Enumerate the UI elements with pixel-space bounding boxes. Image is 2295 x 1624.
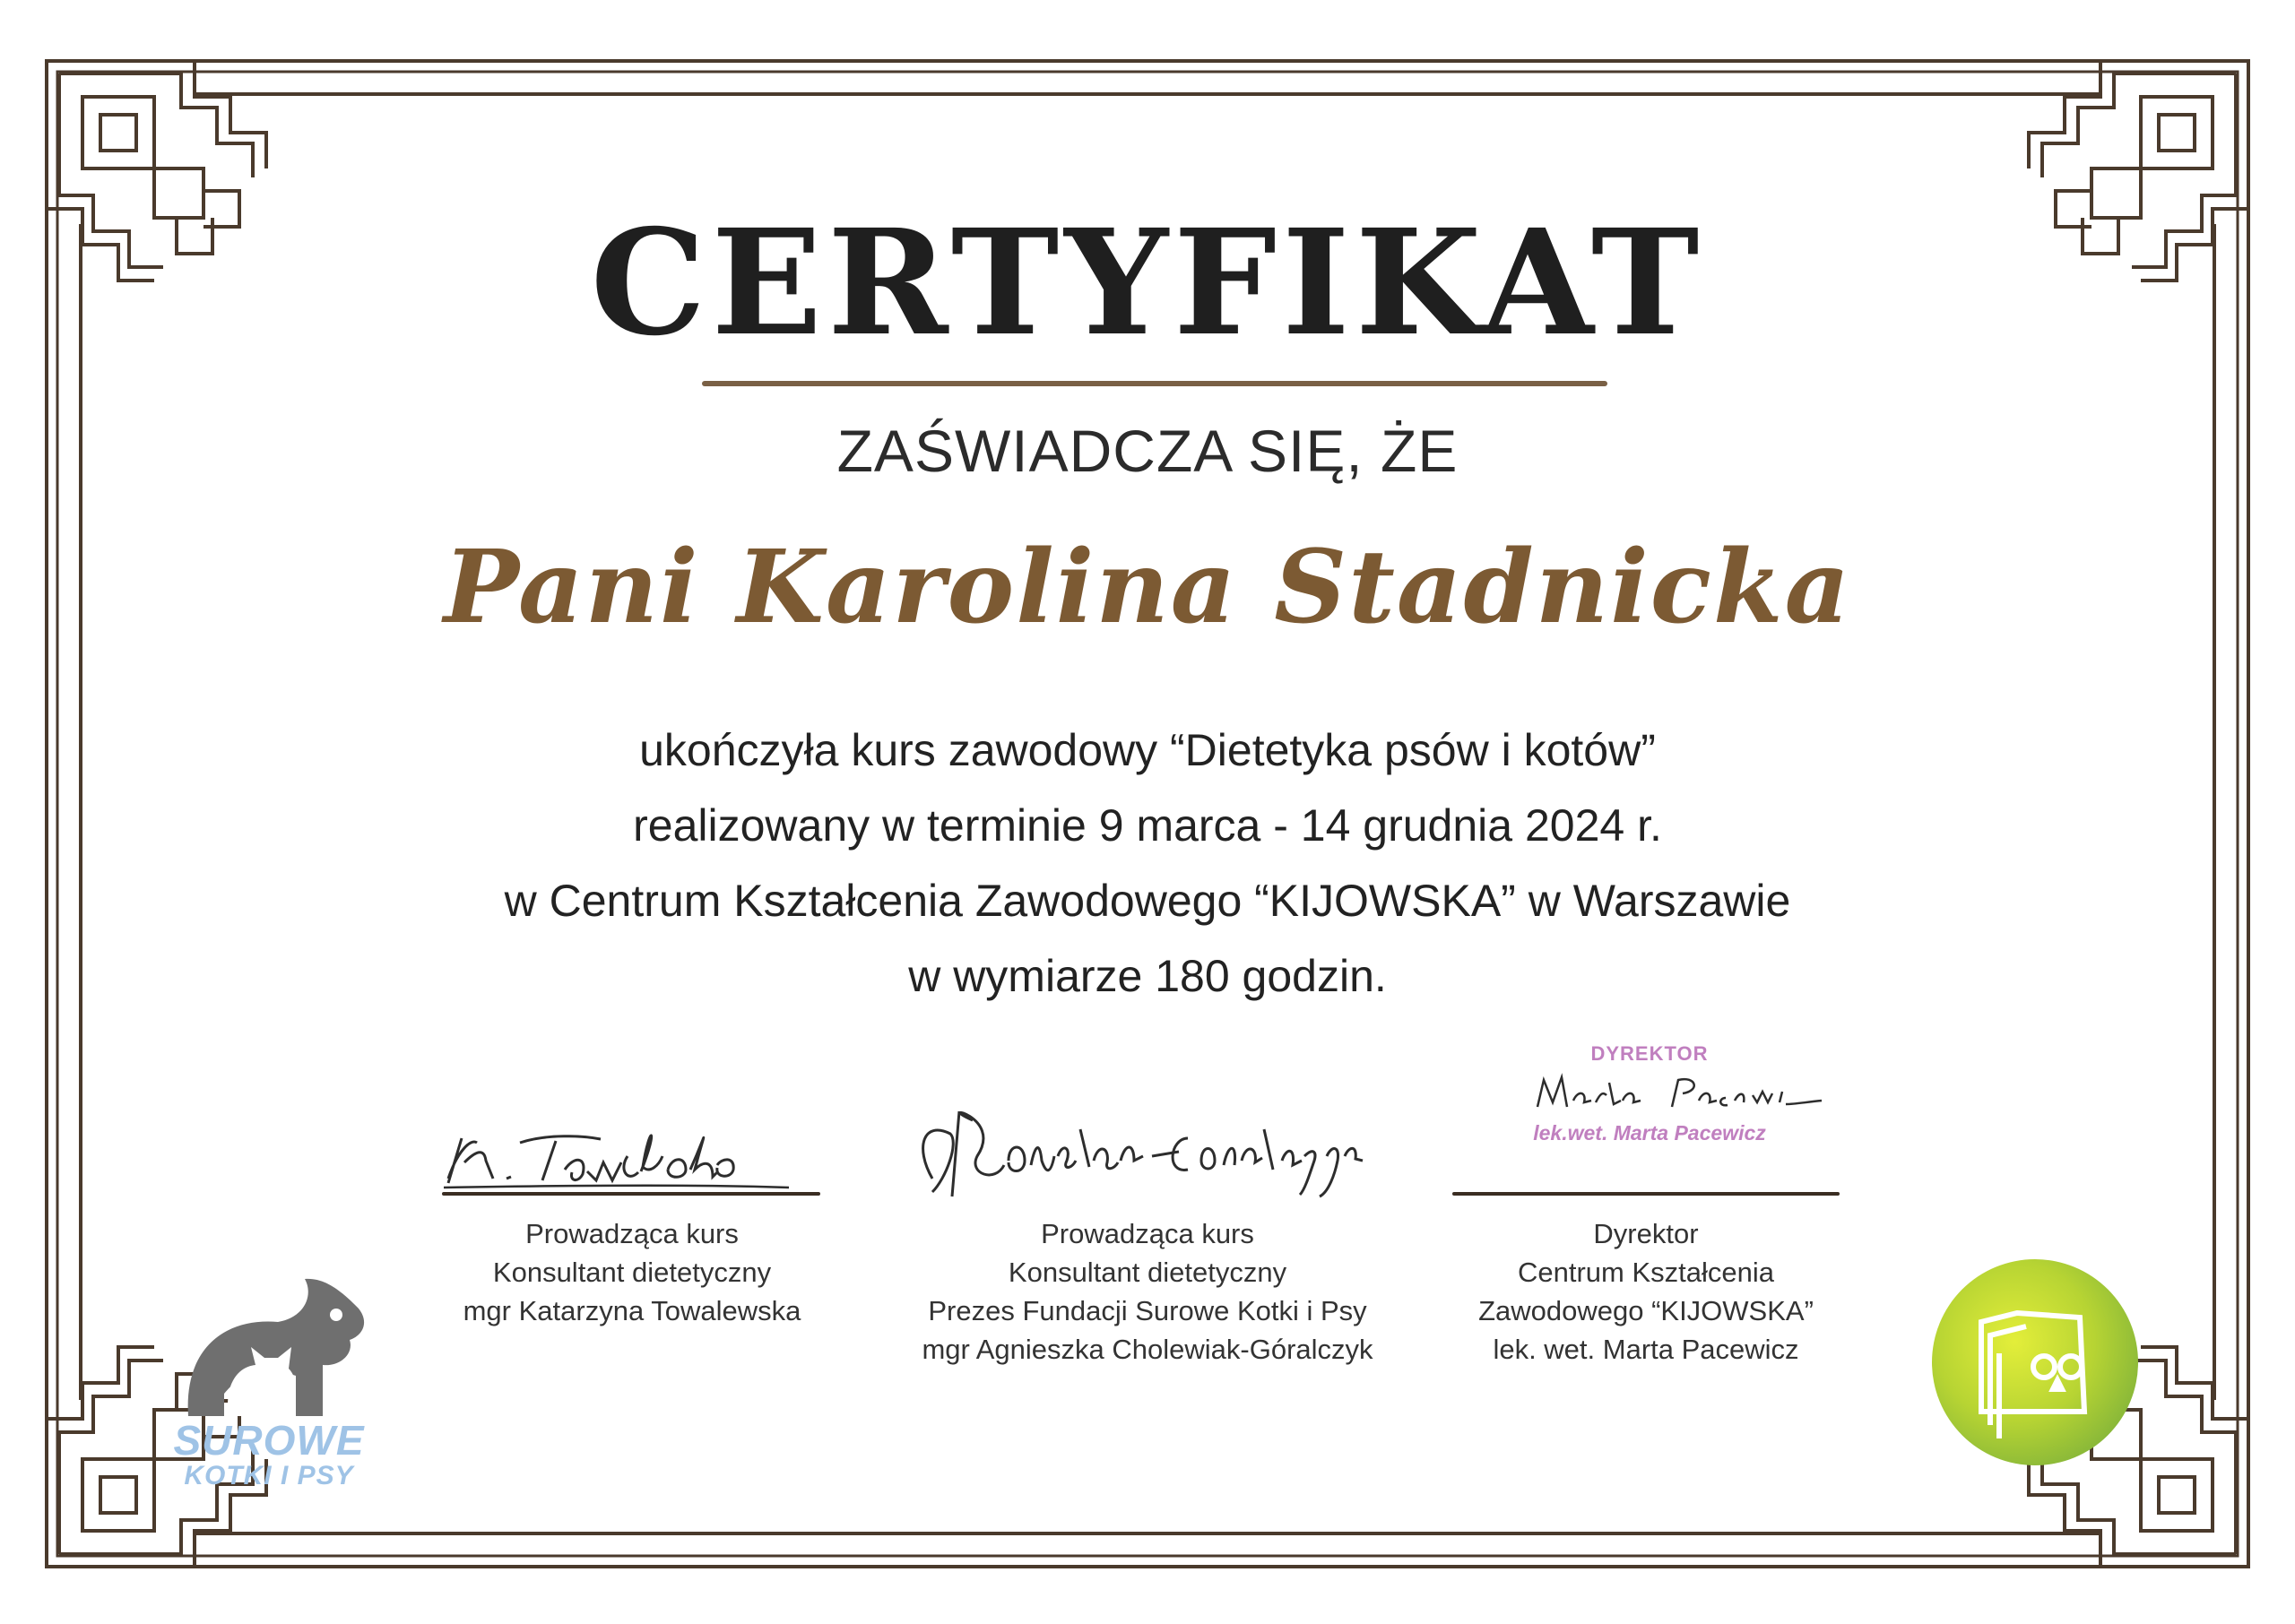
caption-line: Prezes Fundacji Surowe Kotki i Psy [928,1295,1367,1326]
caption-line: Zawodowego “KIJOWSKA” [1478,1295,1814,1326]
certificate-body [0,713,2295,1014]
signature-line-right [1452,1192,1840,1196]
kijowska-logo [1927,1255,2143,1470]
caption-line: Konsultant dietetyczny [492,1257,772,1288]
surowe-kotki-i-psy-logo [170,1268,368,1490]
signature-right [1524,1067,1829,1120]
caption-line: Prowadząca kurs [1041,1218,1254,1249]
signature-center [896,1093,1434,1210]
signature-caption-right [1404,1214,1888,1369]
stamp-title: DYREKTOR [1590,1042,1709,1065]
title-underline [702,381,1607,386]
recipient-name: Pani Karolina Stadnicka [443,529,1852,646]
signature-caption-left [385,1214,879,1330]
body-line: ukończyła kurs zawodowy “Dietetyka psów i kotów” [639,725,1656,775]
signature-caption-center [879,1214,1416,1369]
body-line: w wymiarze 180 godzin. [908,951,1387,1001]
caption-line: mgr Agnieszka Cholewiak-Góralczyk [922,1334,1373,1365]
certificate-title: CERTYFIKAT [590,198,1705,368]
cat-and-dog-icon [170,1268,368,1421]
caption-line: Konsultant dietetyczny [1008,1257,1287,1288]
caption-line: lek. wet. Marta Pacewicz [1493,1334,1799,1365]
signature-left [421,1116,816,1196]
caption-line: mgr Katarzyna Towalewska [463,1295,801,1326]
body-line: realizowany w terminie 9 marca - 14 grudnia 2024 r. [633,800,1662,851]
certificate-subtitle: ZAŚWIADCZA SIĘ, ŻE [836,418,1459,484]
stamp-name: lek.wet. Marta Pacewicz [1533,1121,1766,1145]
caption-line: Dyrektor [1593,1218,1699,1249]
logo-text-line2: KOTKI I PSY [184,1461,354,1490]
body-line: w Centrum Kształcenia Zawodowego “KIJOWSKA” w Warszawie [504,876,1791,926]
caption-line: Prowadząca kurs [525,1218,739,1249]
caption-line: Centrum Kształcenia [1517,1257,1774,1288]
signature-line-left [442,1192,820,1196]
logo-text-line1: SUROWE [173,1417,365,1464]
